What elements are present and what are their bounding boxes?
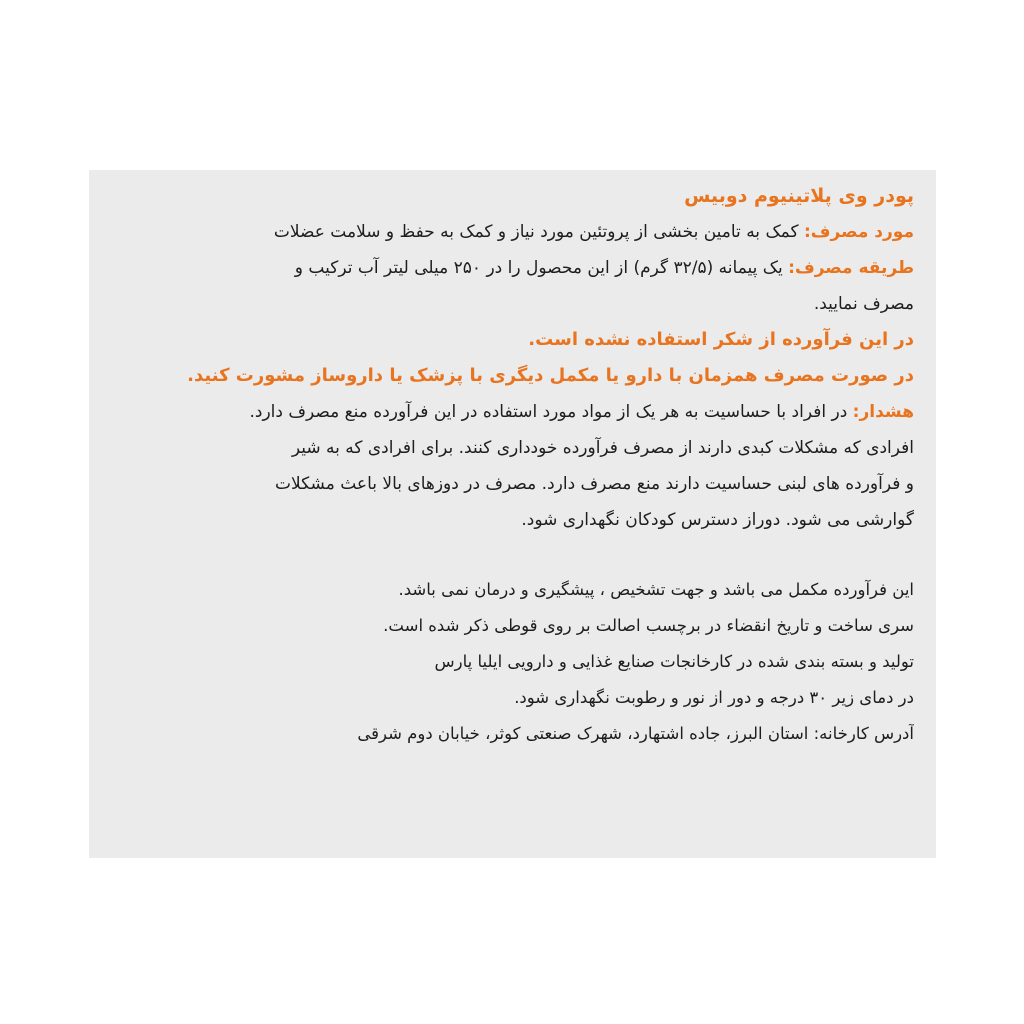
info-line-1: این فرآورده مکمل می باشد و جهت تشخیص ، پیشگیری و درمان نمی باشد. — [398, 580, 914, 599]
info-line-2: سری ساخت و تاریخ انقضاء در برچسب اصالت بر روی قوطی ذکر شده است. — [383, 616, 914, 635]
warning-text-1: در افراد با حساسیت به هر یک از مواد مورد استفاده در این فرآورده منع مصرف دارد. — [249, 402, 853, 422]
notice-sugar: در این فرآورده از شکر استفاده نشده است. — [528, 329, 914, 350]
usage-text: کمک به تامین بخشی از پروتئین مورد نیاز و کمک به حفظ و سلامت عضلات — [273, 222, 804, 242]
method-label: طریقه مصرف: — [788, 258, 914, 278]
method-text: یک پیمانه (۳۲/۵ گرم) از این محصول را در ۲۵۰ میلی لیتر آب ترکیب و — [294, 258, 789, 278]
warning-line-4: گوارشی می شود. دوراز دسترس کودکان نگهداری شود. — [521, 510, 914, 530]
warning-line-1 — [111, 400, 914, 436]
warning-label: هشدار: — [852, 402, 914, 422]
product-label-card — [89, 170, 936, 858]
warning-line-3: و فرآورده های لبنی حساسیت دارند منع مصرف دارد. مصرف در دوزهای بالا باعث مشکلات — [275, 474, 914, 494]
method-line-cont: مصرف نمایید. — [813, 294, 914, 314]
info-line-3: تولید و بسته بندی شده در کارخانجات صنایع غذایی و دارویی ایلیا پارس — [434, 652, 914, 671]
info-line-4: در دمای زیر ۳۰ درجه و دور از نور و رطوبت نگهداری شود. — [514, 688, 914, 707]
notice-consult: در صورت مصرف همزمان با دارو یا مکمل دیگری با پزشک یا داروساز مشورت کنید. — [187, 365, 914, 386]
usage-line — [111, 220, 914, 256]
warning-line-2: افرادی که مشکلات کبدی دارند از مصرف فرآورده خودداری کنند. برای افرادی که به شیر — [291, 438, 914, 458]
product-title: پودر وی پلاتینیوم دوبیس — [684, 185, 914, 207]
usage-label: مورد مصرف: — [803, 222, 914, 242]
method-line — [111, 256, 914, 292]
info-line-5: آدرس کارخانه: استان البرز، جاده اشتهارد، شهرک صنعتی کوثر، خیابان دوم شرقی — [357, 724, 914, 743]
spacer — [111, 544, 914, 578]
